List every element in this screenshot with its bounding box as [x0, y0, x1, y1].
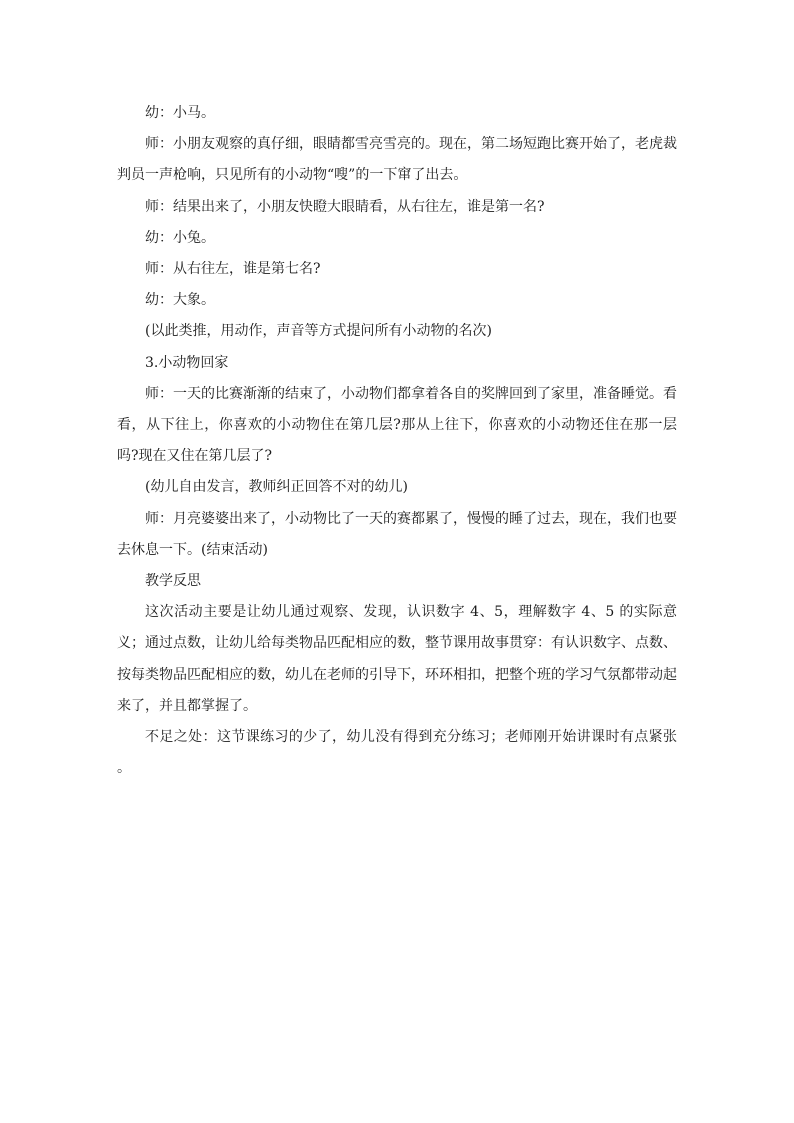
paragraph-3: 师：结果出来了，小朋友快瞪大眼睛看，从右往左，谁是第一名?	[145, 198, 545, 215]
paragraph-11: 师：月亮婆婆出来了，小动物比了一天的赛都累了，慢慢的睡了过去，现在，我们也要去休息一下。(结束活动)	[117, 510, 677, 558]
paragraph-4: 幼：小兔。	[145, 229, 215, 246]
section-heading-animals-go-home: 3.小动物回家	[145, 354, 229, 371]
paragraph-7: (以此类推，用动作，声音等方式提问所有小动物的名次)	[145, 323, 492, 340]
paragraph-9: 师：一天的比赛渐渐的结束了，小动物们都拿着各自的奖牌回到了家里，准备睡觉。看看，从下往上，你喜欢的小动物住在第几层?那从上往下，你喜欢的小动物还住在那一层吗?现在又住在第几层了?	[117, 385, 677, 465]
section-heading-teaching-reflection: 教学反思	[145, 573, 201, 590]
paragraph-6: 幼：大象。	[145, 292, 215, 309]
paragraph-13: 这次活动主要是让幼儿通过观察、发现，认识数字 4、5，理解数字 4、5 的实际意义；通过点数，让幼儿给每类物品匹配相应的数，整节课用故事贯穿：有认识数字、点数、按每类物品匹配相应的数，幼儿在老师的引导下，环环相扣，把整个班的学习气氛都带动起来了，并且都掌握了。	[117, 604, 677, 714]
document-body	[117, 98, 682, 784]
paragraph-14: 不足之处：这节课练习的少了，幼儿没有得到充分练习；老师刚开始讲课时有点紧张 。	[117, 729, 682, 777]
paragraph-10: (幼儿自由发言，教师纠正回答不对的幼儿)	[145, 479, 408, 496]
paragraph-5: 师：从右往左，谁是第七名?	[145, 261, 321, 278]
paragraph-2: 师：小朋友观察的真仔细，眼睛都雪亮雪亮的。现在，第二场短跑比赛开始了，老虎裁判员一声枪响，只见所有的小动物“嗖”的一下窜了出去。	[117, 136, 677, 184]
paragraph-1: 幼：小马。	[145, 105, 215, 121]
